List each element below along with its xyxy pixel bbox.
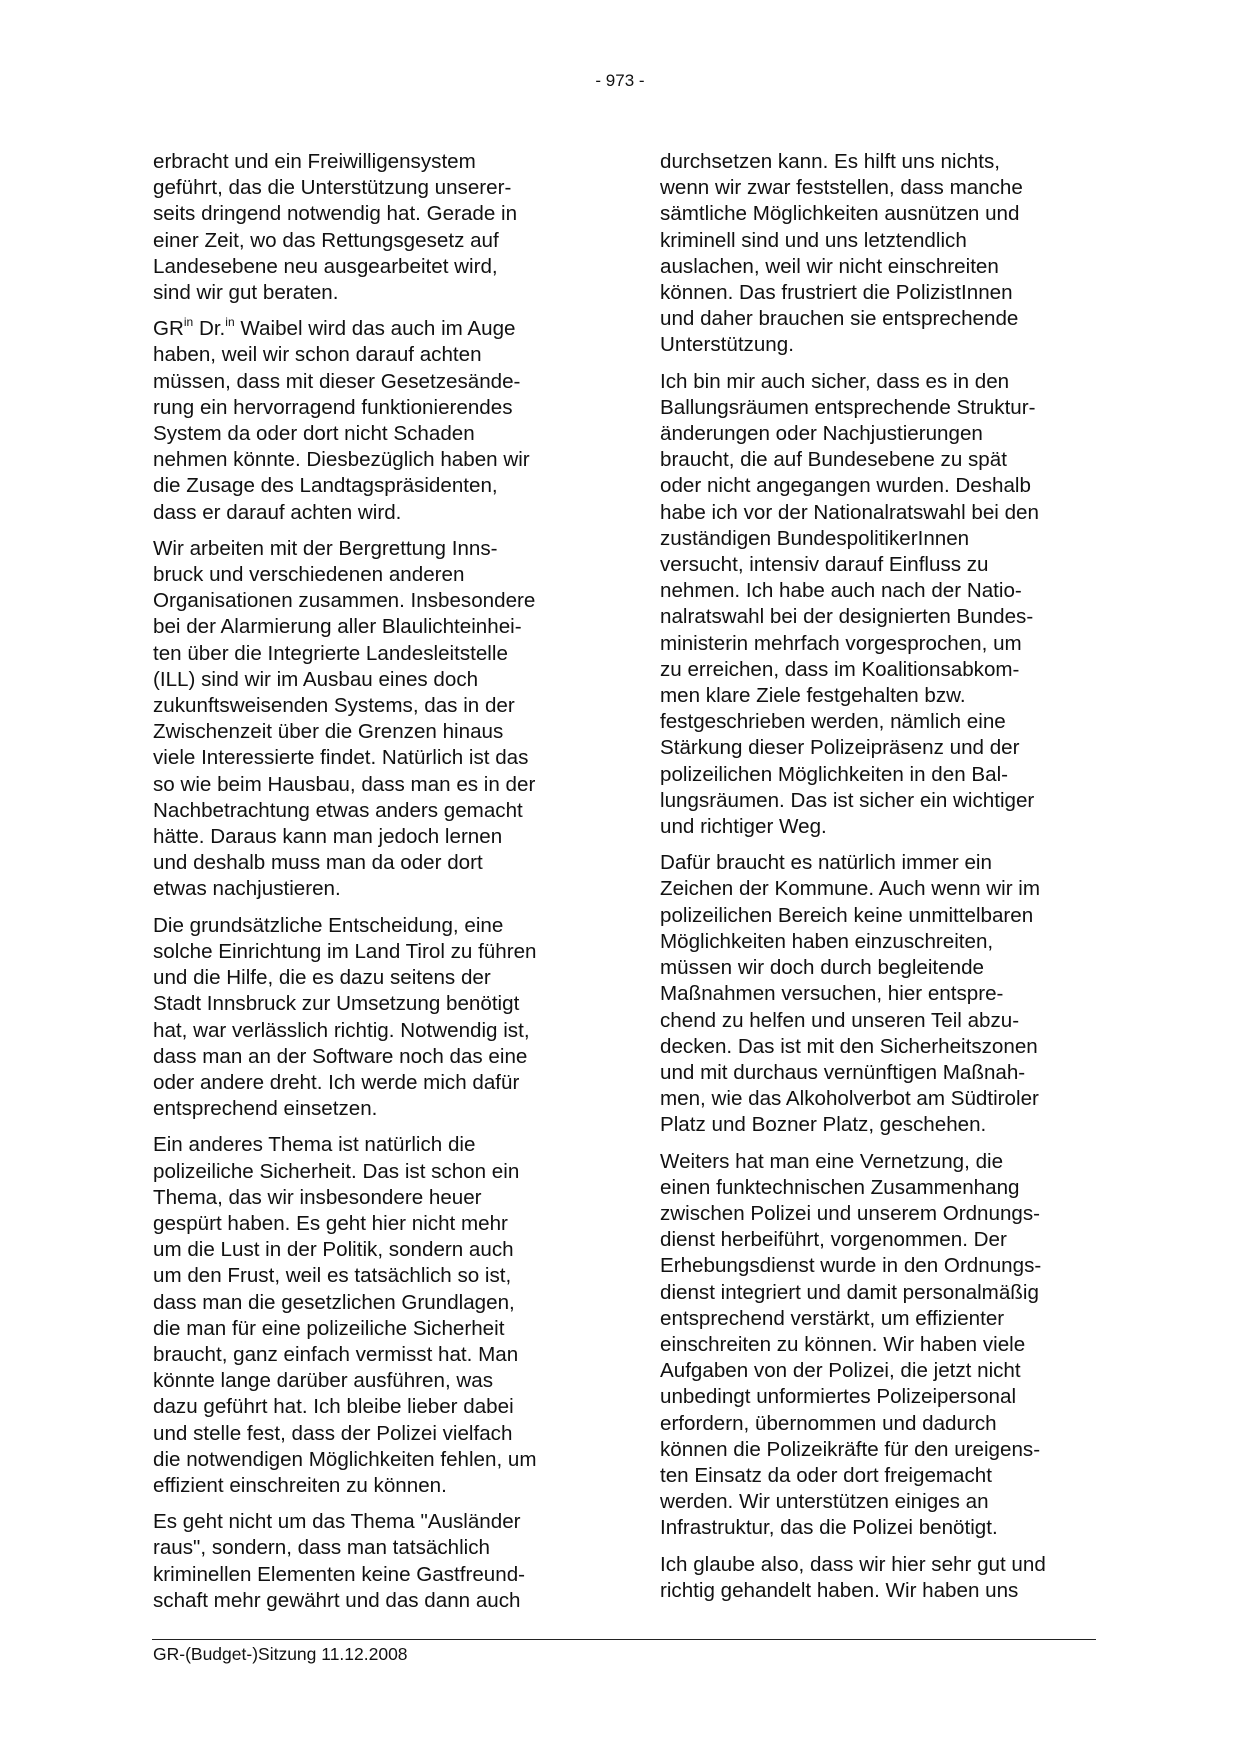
text-line: Organisationen zusammen. Insbesondere	[153, 589, 536, 613]
text-line: müssen, dass mit dieser Gesetzesände-	[153, 369, 521, 393]
text-line: und stelle fest, dass der Polizei vielfach	[153, 1421, 513, 1445]
text-line: die Zusage des Landtagspräsidenten,	[153, 474, 498, 498]
paragraph	[153, 149, 589, 306]
paragraph	[153, 913, 589, 1123]
text-line: sämtliche Möglichkeiten ausnützen und	[660, 202, 1020, 226]
text-line: Nachbetrachtung etwas anders gemacht	[153, 798, 523, 822]
text-line: zu erreichen, dass im Koalitionsabkom-	[660, 657, 1020, 681]
text-line: System da oder dort nicht Schaden	[153, 422, 475, 446]
text-line: men klare Ziele festgehalten bzw.	[660, 684, 966, 708]
text-line: raus", sondern, dass man tatsächlich	[153, 1536, 490, 1560]
text-line: die man für eine polizeiliche Sicherheit	[153, 1316, 505, 1340]
text-line: nehmen könnte. Diesbezüglich haben wir	[153, 448, 530, 472]
text-line: rung ein hervorragend funktionierendes	[153, 395, 513, 419]
text-line: dienst integriert und damit personalmäßig	[660, 1280, 1039, 1304]
text-line: braucht, ganz einfach vermisst hat. Man	[153, 1342, 519, 1366]
paragraph	[660, 1552, 1096, 1604]
paragraph	[660, 850, 1096, 1138]
text-line: Unterstützung.	[660, 333, 794, 357]
paragraph	[153, 316, 589, 526]
text-line: dass man die gesetzlichen Grundlagen,	[153, 1290, 515, 1314]
text-line: polizeilichen Bereich keine unmittelbaren	[660, 903, 1034, 927]
text-line: viele Interessierte findet. Natürlich ist das	[153, 746, 529, 770]
text-line: können. Das frustriert die PolizistInnen	[660, 281, 1013, 305]
text-line: hat, war verlässlich richtig. Notwendig ist,	[153, 1018, 530, 1042]
text-line: decken. Das ist mit den Sicherheitszonen	[660, 1034, 1038, 1058]
text-line: um die Lust in der Politik, sondern auch	[153, 1238, 514, 1262]
text-line: hätte. Daraus kann man jedoch lernen	[153, 825, 503, 849]
footer-session-label: GR-(Budget-)Sitzung 11.12.2008	[153, 1644, 408, 1664]
text-line: Die grundsätzliche Entscheidung, eine	[153, 913, 504, 937]
text-line: Wir arbeiten mit der Bergrettung Inns-	[153, 536, 498, 560]
text-line: Ballungsräumen entsprechende Struktur-	[660, 395, 1036, 419]
text-line: oder nicht angegangen wurden. Deshalb	[660, 474, 1031, 498]
text-line: Aufgaben von der Polizei, die jetzt nicht	[660, 1359, 1021, 1383]
title-gr-superscript: in	[183, 315, 194, 330]
paragraph	[660, 369, 1096, 841]
text-line: und richtiger Weg.	[660, 815, 827, 839]
text-line: Weiters hat man eine Vernetzung, die	[660, 1149, 1004, 1173]
text-line: dass er darauf achten wird.	[153, 500, 402, 524]
text-line: Es geht nicht um das Thema "Ausländer	[153, 1510, 521, 1534]
paragraph	[660, 149, 1096, 359]
text-line: Möglichkeiten haben einzuschreiten,	[660, 929, 994, 953]
text-line: bei der Alarmierung aller Blaulichteinhei-	[153, 615, 522, 639]
text-line: chend zu helfen und unseren Teil abzu-	[660, 1008, 1020, 1032]
text-line: zukunftsweisenden Systems, das in der	[153, 694, 515, 718]
text-line-with-title	[153, 316, 589, 342]
text-line: einschreiten zu können. Wir haben viele	[660, 1332, 1026, 1356]
text-line: und die Hilfe, die es dazu seitens der	[153, 966, 491, 990]
text-line: Zeichen der Kommune. Auch wenn wir im	[660, 877, 1041, 901]
text-line: wenn wir zwar feststellen, dass manche	[660, 176, 1023, 200]
text-line: ten Einsatz da oder dort freigemacht	[660, 1463, 992, 1487]
text-line: werden. Wir unterstützen einiges an	[660, 1490, 989, 1514]
text-line: polizeilichen Möglichkeiten in den Bal-	[660, 762, 1009, 786]
text-line: entsprechend verstärkt, um effizienter	[660, 1306, 1005, 1330]
text-line: können die Polizeikräfte für den ureigens-	[660, 1437, 1041, 1461]
text-line: Infrastruktur, das die Polizei benötigt.	[660, 1516, 998, 1540]
right-text-column	[660, 149, 1096, 1614]
text-line: bruck und verschiedenen anderen	[153, 563, 465, 587]
text-line: versucht, intensiv darauf Einfluss zu	[660, 553, 989, 577]
text-line: Thema, das wir insbesondere heuer	[153, 1185, 482, 1209]
paragraph	[153, 536, 589, 903]
text-line: kriminellen Elementen keine Gastfreund-	[153, 1562, 526, 1586]
text-line: müssen wir doch durch begleitende	[660, 956, 984, 980]
text-line: men, wie das Alkoholverbot am Südtiroler	[660, 1087, 1039, 1111]
text-line: ministerin mehrfach vorgesprochen, um	[660, 631, 1022, 655]
paragraph	[153, 1509, 589, 1614]
text-line: effizient einschreiten zu können.	[153, 1473, 447, 1497]
text-line: einen funktechnischen Zusammenhang	[660, 1175, 1020, 1199]
text-line: polizeiliche Sicherheit. Das ist schon ein	[153, 1159, 520, 1183]
text-line: Ein anderes Thema ist natürlich die	[153, 1133, 476, 1157]
text-line: Zwischenzeit über die Grenzen hinaus	[153, 720, 504, 744]
text-line: geführt, das die Unterstützung unserer-	[153, 176, 512, 200]
text-line: braucht, die auf Bundesebene zu spät	[660, 448, 1007, 472]
text-line: haben, weil wir schon darauf achten	[153, 343, 482, 367]
text-line: ten über die Integrierte Landesleitstelle	[153, 641, 508, 665]
text-line: unbedingt unformiertes Polizeipersonal	[660, 1385, 1017, 1409]
text-line: zwischen Polizei und unserem Ordnungs-	[660, 1201, 1041, 1225]
text-line: zuständigen BundespolitikerInnen	[660, 526, 970, 550]
text-line: und deshalb muss man da oder dort	[153, 851, 483, 875]
text-line: dienst herbeiführt, vorgenommen. Der	[660, 1228, 1007, 1252]
text-line: Erhebungsdienst wurde in den Ordnungs-	[660, 1254, 1042, 1278]
page-number: - 973 -	[595, 71, 645, 90]
paragraph	[153, 1132, 589, 1499]
text-line: Landesebene neu ausgearbeitet wird,	[153, 254, 498, 278]
text-line-rest: Waibel wird das auch im Auge	[240, 317, 516, 341]
text-line: Stadt Innsbruck zur Umsetzung benötigt	[153, 992, 520, 1016]
text-line: gespürt haben. Es geht hier nicht mehr	[153, 1211, 508, 1235]
title-dr-superscript: in	[225, 315, 235, 330]
text-line: erfordern, übernommen und dadurch	[660, 1411, 997, 1435]
paragraph	[660, 1149, 1096, 1542]
text-line: einer Zeit, wo das Rettungsgesetz auf	[153, 228, 499, 252]
text-line: Platz und Bozner Platz, geschehen.	[660, 1113, 987, 1137]
text-line: auslachen, weil wir nicht einschreiten	[660, 254, 999, 278]
text-line: solche Einrichtung im Land Tirol zu führen	[153, 939, 537, 963]
text-line: (ILL) sind wir im Ausbau eines doch	[153, 667, 479, 691]
text-line: oder andere dreht. Ich werde mich dafür	[153, 1070, 520, 1094]
footer-divider	[152, 1639, 1096, 1640]
text-line: etwas nachjustieren.	[153, 877, 341, 901]
text-line: lungsräumen. Das ist sicher ein wichtiger	[660, 788, 1035, 812]
title-gr: GR	[153, 317, 184, 341]
text-line: schaft mehr gewährt und das dann auch	[153, 1588, 521, 1612]
text-line: und daher brauchen sie entsprechende	[660, 307, 1019, 331]
text-line: um den Frust, weil es tatsächlich so ist,	[153, 1264, 512, 1288]
text-line: kriminell sind und uns letztendlich	[660, 228, 967, 252]
text-line: entsprechend einsetzen.	[153, 1097, 378, 1121]
text-line: dazu geführt hat. Ich bleibe lieber dabei	[153, 1395, 514, 1419]
text-line: durchsetzen kann. Es hilft uns nichts,	[660, 150, 1000, 173]
text-line: Stärkung dieser Polizeipräsenz und der	[660, 736, 1020, 760]
text-line: sind wir gut beraten.	[153, 281, 339, 305]
text-line: Ich glaube also, dass wir hier sehr gut und	[660, 1552, 1046, 1576]
text-line: richtig gehandelt haben. Wir haben uns	[660, 1578, 1019, 1602]
text-line: und mit durchaus vernünftigen Maßnah-	[660, 1060, 1026, 1084]
text-line: erbracht und ein Freiwilligensystem	[153, 150, 476, 173]
text-line: seits dringend notwendig hat. Gerade in	[153, 202, 518, 226]
text-line: nehmen. Ich habe auch nach der Natio-	[660, 579, 1022, 603]
text-line: dass man an der Software noch das eine	[153, 1044, 528, 1068]
text-line: könnte lange darüber ausführen, was	[153, 1369, 494, 1393]
text-line: Ich bin mir auch sicher, dass es in den	[660, 369, 1010, 393]
text-line: änderungen oder Nachjustierungen	[660, 422, 983, 446]
text-line: so wie beim Hausbau, dass man es in der	[153, 772, 536, 796]
text-line: Maßnahmen versuchen, hier entspre-	[660, 982, 1004, 1006]
title-dr: Dr.	[198, 317, 226, 341]
text-line: Dafür braucht es natürlich immer ein	[660, 851, 992, 875]
text-line: nalratswahl bei der designierten Bundes-	[660, 605, 1034, 629]
left-text-column	[153, 149, 589, 1624]
text-line: habe ich vor der Nationalratswahl bei den	[660, 500, 1039, 524]
text-line: festgeschrieben werden, nämlich eine	[660, 710, 1006, 734]
text-line: die notwendigen Möglichkeiten fehlen, um	[153, 1447, 537, 1471]
